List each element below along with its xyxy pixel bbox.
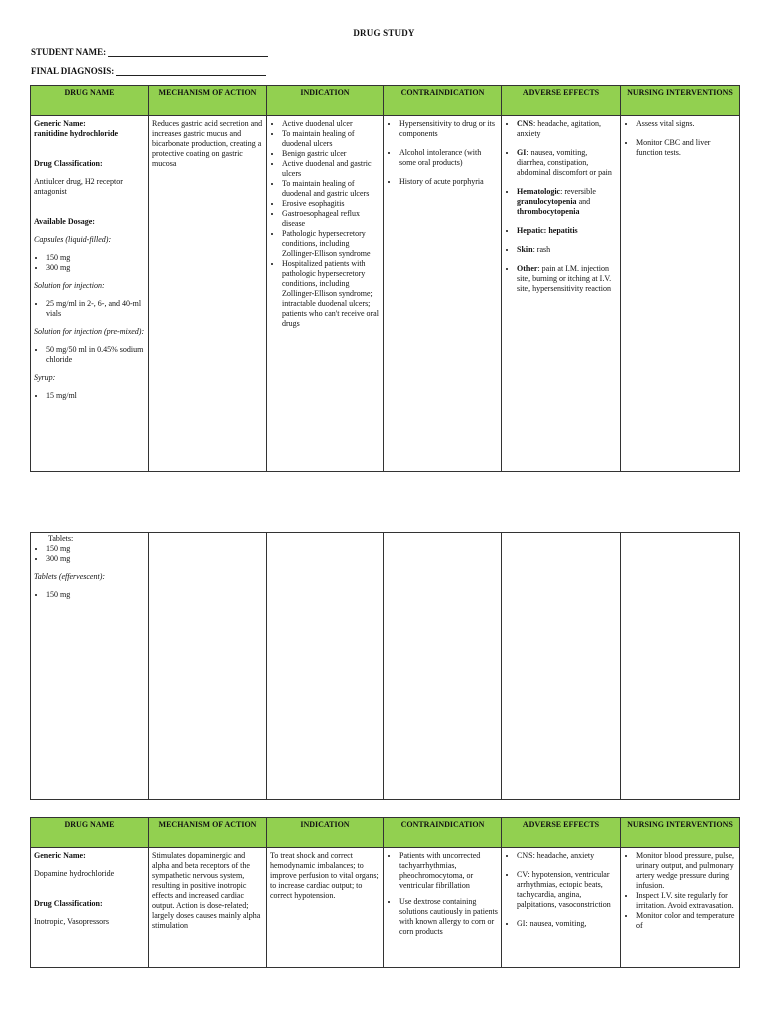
syrup-label: Syrup: xyxy=(34,373,56,382)
list-item: • Benign gastric ulcer xyxy=(282,149,380,159)
final-diagnosis-line xyxy=(116,66,266,76)
hema-conj: and xyxy=(576,197,591,206)
contraindication-cell xyxy=(384,116,502,472)
table-row xyxy=(31,533,740,800)
hema-term-2: thrombocytopenia xyxy=(517,207,580,216)
col-mechanism: MECHANISM OF ACTION xyxy=(149,86,267,116)
skin-text: : rash xyxy=(532,245,551,254)
hepatic-text: : hepatitis xyxy=(543,226,578,235)
list-item: • 50 mg/50 ml in 0.45% sodium chloride xyxy=(46,345,145,365)
col-contraindication: CONTRAINDICATION xyxy=(384,818,502,848)
list-item xyxy=(517,226,617,236)
final-diagnosis-field xyxy=(31,66,266,76)
injection-label: Solution for injection: xyxy=(34,281,105,290)
generic-name: Dopamine hydrochloride xyxy=(34,869,115,878)
list-item: • CV: hypotension, ventricular arrhythmias, ectopic beats, tachycardia, angina, palpitations, vasoconstriction xyxy=(517,870,617,910)
other-label: Other xyxy=(517,264,538,273)
final-diagnosis-label: FINAL DIAGNOSIS: xyxy=(31,66,115,76)
list-item: • Active duodenal ulcer xyxy=(282,119,380,129)
classification: Inotropic, Vasopressors xyxy=(34,917,109,926)
dosage-label: Available Dosage: xyxy=(34,217,95,226)
hepatic-label: Hepatic xyxy=(517,226,544,235)
cns-label: CNS xyxy=(517,119,534,128)
nursing-cell xyxy=(621,116,740,472)
list-item xyxy=(517,264,617,294)
hema-term-1: granulocytopenia xyxy=(517,197,577,206)
hema-text: : reversible xyxy=(560,187,596,196)
list-item: • Inspect I.V. site regularly for irritation. Avoid extravasation. xyxy=(636,891,736,911)
drug-name-cell xyxy=(31,533,149,800)
student-name-field xyxy=(31,47,268,57)
col-nursing: NURSING INTERVENTIONS xyxy=(621,86,740,116)
skin-label: Skin xyxy=(517,245,533,254)
list-item: • Alcohol intolerance (with some oral products) xyxy=(399,148,498,168)
drug-table-ranitidine xyxy=(30,85,740,472)
list-item: • Hospitalized patients with pathologic hypersecretory conditions, including Zollinger-Ellison syndrome; intractable duodenal ulcers; patients who can't receive oral drugs xyxy=(282,259,380,329)
list-item: • 150 mg xyxy=(46,590,145,600)
nursing-cell xyxy=(621,848,740,968)
list-item: • Use dextrose containing solutions cautiously in patients with known allergy to corn or corn products xyxy=(399,897,498,937)
list-item: • 25 mg/ml in 2-, 6-, and 40-ml vials xyxy=(46,299,145,319)
col-indication: INDICATION xyxy=(267,818,384,848)
tablets-label: Tablets: xyxy=(48,534,74,543)
adverse-effects-cell xyxy=(502,116,621,472)
col-mechanism: MECHANISM OF ACTION xyxy=(149,818,267,848)
col-contraindication: CONTRAINDICATION xyxy=(384,86,502,116)
list-item: • Monitor CBC and liver function tests. xyxy=(636,138,736,158)
col-nursing: NURSING INTERVENTIONS xyxy=(621,818,740,848)
table-row xyxy=(31,116,740,472)
hema-label: Hematologic xyxy=(517,187,561,196)
empty-cell xyxy=(267,533,384,800)
drug-table-dopamine xyxy=(30,817,740,968)
contraindication-cell xyxy=(384,848,502,968)
empty-cell xyxy=(502,533,621,800)
other-text: : pain at I.M. injection site, burning or itching at I.V. site, hypersensitivity reaction xyxy=(517,264,612,293)
generic-name: ranitidine hydrochloride xyxy=(34,129,119,138)
list-item: • Hypersensitivity to drug or its components xyxy=(399,119,498,139)
drug-name-cell xyxy=(31,116,149,472)
header-row xyxy=(31,818,740,848)
indication-cell: To treat shock and correct hemodynamic imbalances; to improve perfusion to vital organs; to increase cardiac output; to correct hypotension. xyxy=(267,848,384,968)
effervescent-label: Tablets (effervescent): xyxy=(34,572,106,581)
adverse-effects-cell xyxy=(502,848,621,968)
list-item: • Gastroesophageal reflux disease xyxy=(282,209,380,229)
col-adverse-effects: ADVERSE EFFECTS xyxy=(502,86,621,116)
list-item: • CNS: headache, anxiety xyxy=(517,851,617,861)
gi-text: : nausea, vomiting, diarrhea, constipation, abdominal discomfort or pain xyxy=(517,148,612,177)
empty-cell xyxy=(384,533,502,800)
list-item: • 300 mg xyxy=(46,554,145,564)
cns-text: : headache, agitation, anxiety xyxy=(517,119,601,138)
list-item xyxy=(517,245,617,255)
list-item: • 15 mg/ml xyxy=(46,391,145,401)
premixed-label: Solution for injection (pre-mixed): xyxy=(34,327,145,336)
list-item xyxy=(517,148,617,178)
table-row xyxy=(31,848,740,968)
drug-table-continued xyxy=(30,532,740,800)
drug-name-cell xyxy=(31,848,149,968)
list-item: • Erosive esophagitis xyxy=(282,199,380,209)
empty-cell xyxy=(149,533,267,800)
list-item xyxy=(517,119,617,139)
generic-name-label: Generic Name: xyxy=(34,851,86,860)
student-name-label: STUDENT NAME: xyxy=(31,47,107,57)
list-item: • Assess vital signs. xyxy=(636,119,736,129)
list-item: • Monitor blood pressure, pulse, urinary output, and pulmonary artery wedge pressure during infusion. xyxy=(636,851,736,891)
list-item: • 300 mg xyxy=(46,263,145,273)
col-adverse-effects: ADVERSE EFFECTS xyxy=(502,818,621,848)
list-item: • To maintain healing of duodenal ulcers xyxy=(282,129,380,149)
empty-cell xyxy=(621,533,740,800)
list-item: • GI: nausea, vomiting, xyxy=(517,919,617,929)
list-item: • History of acute porphyria xyxy=(399,177,498,187)
list-item xyxy=(517,187,617,217)
mechanism-cell: Reduces gastric acid secretion and increases gastric mucus and bicarbonate production, creating a protective coating on gastric mucosa xyxy=(149,116,267,472)
list-item: • Patients with uncorrected tachyarrhythmias, pheochromocytoma, or ventricular fibrillation xyxy=(399,851,498,891)
list-item: • Pathologic hypersecretory conditions, including Zollinger-Ellison syndrome xyxy=(282,229,380,259)
mechanism-cell: Stimulates dopaminergic and alpha and beta receptors of the sympathetic nervous system, resulting in positive inotropic effects and increased cardiac output. Action is dose-related; largely doses causes mainly alpha stimulation xyxy=(149,848,267,968)
classification-label: Drug Classification: xyxy=(34,159,103,168)
col-indication: INDICATION xyxy=(267,86,384,116)
classification: Antiulcer drug, H2 receptor antagonist xyxy=(34,177,123,196)
capsules-label: Capsules (liquid-filled): xyxy=(34,235,112,244)
list-item: • Monitor color and temperature of xyxy=(636,911,736,931)
col-drug-name: DRUG NAME xyxy=(31,818,149,848)
header-row xyxy=(31,86,740,116)
col-drug-name: DRUG NAME xyxy=(31,86,149,116)
page-title: DRUG STUDY xyxy=(353,28,415,38)
gi-label: GI xyxy=(517,148,527,157)
list-item: • To maintain healing of duodenal and gastric ulcers xyxy=(282,179,380,199)
student-name-line xyxy=(108,47,268,57)
list-item: • Active duodenal and gastric ulcers xyxy=(282,159,380,179)
indication-cell xyxy=(267,116,384,472)
list-item: • 150 mg xyxy=(46,544,145,554)
generic-name-label: Generic Name: xyxy=(34,119,86,128)
classification-label: Drug Classification: xyxy=(34,899,103,908)
list-item: • 150 mg xyxy=(46,253,145,263)
